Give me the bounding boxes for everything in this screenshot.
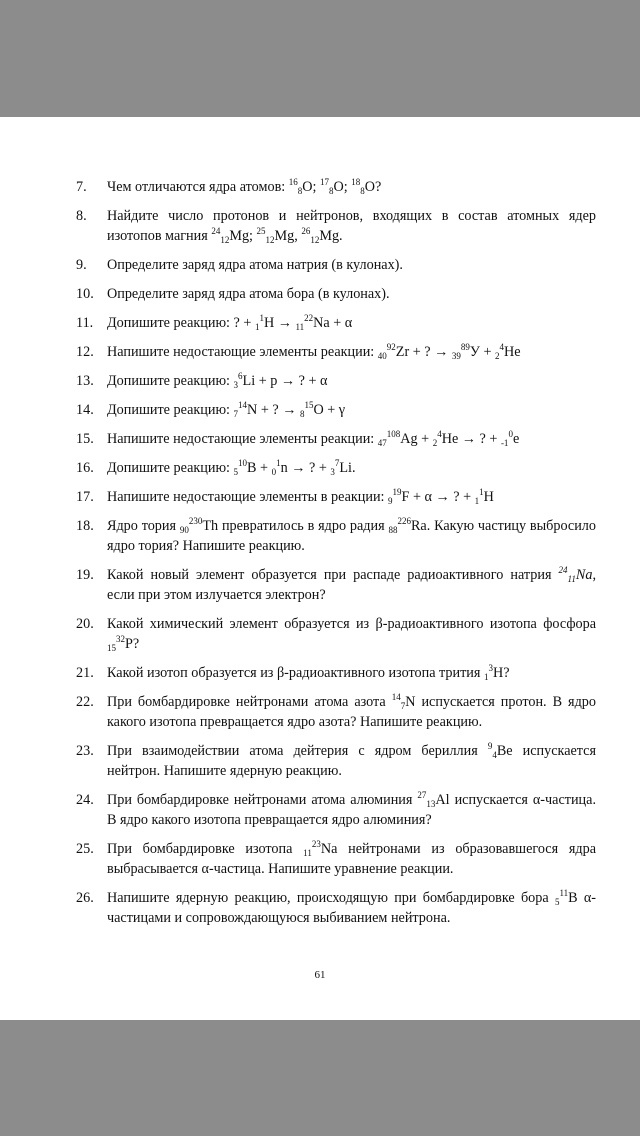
problem-text: Найдите число протонов и нейтронов, входящих в состав атомных ядер изотопов магния $^{24}_{12}$Mg; $^{25}_{12}$Mg, $^{26}_{12}$Mg.	[107, 208, 596, 245]
problem-item	[76, 206, 596, 246]
problem-number: 22.	[76, 694, 94, 710]
problem-text: Какой химический элемент образуется из β-радиоактивного изотопа фосфора $_{15}^{32}$P?	[107, 616, 596, 653]
problem-item	[76, 313, 596, 333]
problem-number: 8.	[76, 208, 87, 224]
problem-text: При бомбардировке нейтронами атома азота $^{14}_7$N испускается протон. В ядро какого изотопа превращается ядро азота? Напишите реакцию.	[107, 692, 596, 730]
problem-item	[76, 429, 596, 449]
problem-item	[76, 663, 596, 683]
problem-text: Допишите реакцию: $_3^6$Li + p → ? + α	[107, 371, 328, 390]
problem-number: 19.	[76, 567, 94, 583]
problem-number: 21.	[76, 665, 94, 681]
problem-number: 14.	[76, 402, 94, 418]
problem-number: 12.	[76, 344, 94, 360]
problem-item	[76, 487, 596, 507]
problem-number: 24.	[76, 792, 94, 808]
problem-number: 18.	[76, 518, 94, 534]
problem-text: При бомбардировке изотопа $_{11}^{23}$Na нейтронами из образовавшегося ядра выбрасывается α-частица. Напишите уравнение реакции.	[107, 839, 596, 877]
problem-text: Чем отличаются ядра атомов: $^{16}_8$O; $^{17}_8$O; $^{18}_8$O?	[107, 177, 382, 196]
problem-item	[76, 790, 596, 830]
problem-item	[76, 400, 596, 420]
viewer-top-bar	[0, 0, 640, 117]
problem-number: 9.	[76, 257, 87, 273]
problem-item	[76, 888, 596, 928]
problem-text: Допишите реакцию: $_7^{14}$N + ? → $_8^{15}$O + γ	[107, 400, 346, 419]
problem-text: Напишите недостающие элементы реакции: $_{40}^{92}$Zr + ? → $_{39}^{89}$У + $_2^4$He	[107, 342, 521, 361]
problem-number: 16.	[76, 460, 94, 476]
problem-number: 26.	[76, 890, 94, 906]
problem-text: Определите заряд ядра атома бора (в кулонах).	[107, 286, 390, 302]
problem-text: Ядро тория $_{90}^{230}$Th превратилось в ядро радия $_{88}^{226}$Ra. Какую частицу выбросило ядро тория? Напишите реакцию.	[107, 516, 596, 554]
problem-text: При взаимодействии атома дейтерия с ядром бериллия $^9_4$Be испускается нейтрон. Напишите ядерную реакцию.	[107, 741, 596, 779]
problem-text: Определите заряд ядра атома натрия (в кулонах).	[107, 257, 403, 273]
problem-text: Допишите реакцию: ? + $_1^1$H → $_{11}^{22}$Na + α	[107, 313, 353, 332]
document-page	[0, 117, 640, 1020]
page-number: 61	[314, 969, 326, 981]
problem-number: 25.	[76, 841, 94, 857]
problem-text: Какой изотоп образуется из β-радиоактивного изотопа трития $_1^3$H?	[107, 663, 510, 682]
problem-item	[76, 177, 596, 197]
problem-number: 7.	[76, 179, 87, 195]
problem-item	[76, 255, 596, 275]
problem-item	[76, 692, 596, 732]
problem-text: Напишите недостающие элементы в реакции: $_9^{19}$F + α → ? + $_1^1$H	[107, 487, 494, 506]
problem-item	[76, 371, 596, 391]
problem-text: Допишите реакцию: $_5^{10}$B + $_0^1$n → ? + $_3^7$Li.	[107, 458, 356, 477]
problem-number: 20.	[76, 616, 94, 632]
problem-item	[76, 342, 596, 362]
problem-list	[76, 177, 596, 937]
problem-number: 15.	[76, 431, 94, 447]
problem-number: 11.	[76, 315, 94, 331]
problem-text: Напишите ядерную реакцию, происходящую при бомбардировке бора $_5^{11}$B α-частицами и сопровождающуюся выбиванием нейтрона.	[107, 888, 596, 926]
problem-item	[76, 458, 596, 478]
problem-text: При бомбардировке нейтронами атома алюминия $^{27}_{13}$Al испускается α-частица. В ядро какого изотопа превращается ядро алюминия?	[107, 790, 596, 828]
problem-item	[76, 516, 596, 556]
problem-text: Какой новый элемент образуется при распаде радиоактивного натрия $^{24}_{11}$Na, если при этом излучается электрон?	[107, 565, 596, 603]
problem-number: 13.	[76, 373, 94, 389]
problem-text: Напишите недостающие элементы реакции: $_{47}^{108}$Ag + $_2^4$He → ? + $_{-1}^0$e	[107, 429, 520, 448]
problem-number: 10.	[76, 286, 94, 302]
problem-item	[76, 741, 596, 781]
viewer-bottom-bar	[0, 1020, 640, 1136]
problem-number: 17.	[76, 489, 94, 505]
problem-item	[76, 839, 596, 879]
problem-item	[76, 614, 596, 654]
problem-item	[76, 565, 596, 605]
problem-number: 23.	[76, 743, 94, 759]
problem-item	[76, 284, 596, 304]
